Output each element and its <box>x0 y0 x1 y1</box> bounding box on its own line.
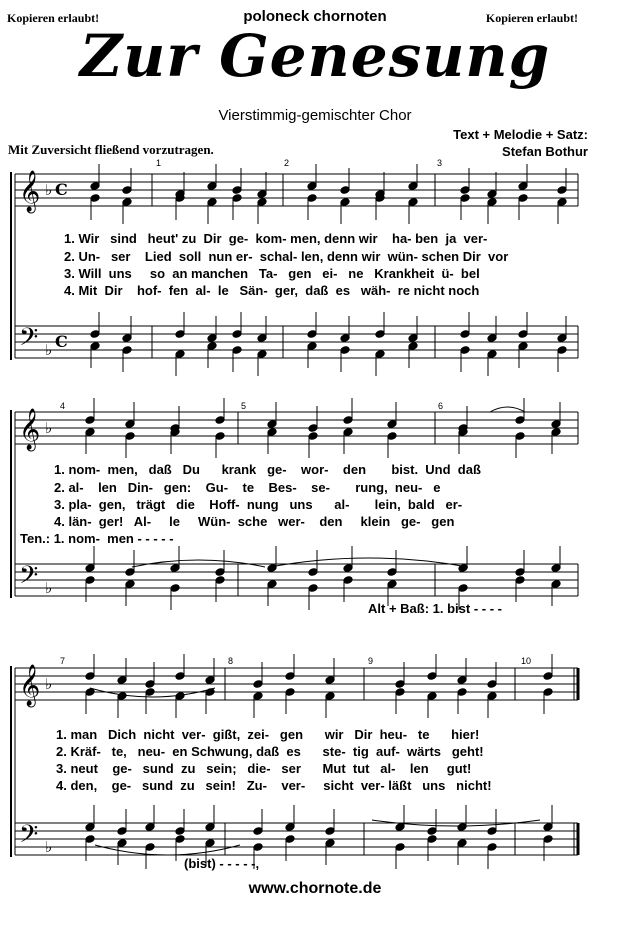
note-head <box>343 576 353 585</box>
note-head <box>395 688 405 697</box>
note-head <box>308 432 318 441</box>
note-head <box>457 688 467 697</box>
note-head <box>85 672 95 681</box>
note-head <box>85 823 95 832</box>
note-head <box>267 428 277 437</box>
footer-url[interactable]: www.chornote.de <box>248 880 382 897</box>
note-head <box>387 580 397 589</box>
note-head <box>340 346 350 355</box>
note-head <box>145 823 155 832</box>
lyric-line: 2. Kräf- te, neu- en Schwung, daß es ste- tig auf- wärts geht! <box>56 744 484 759</box>
note-head <box>487 827 497 836</box>
note-head <box>267 420 277 429</box>
flat-icon: ♭ <box>45 341 53 359</box>
note-head <box>487 190 497 199</box>
note-head <box>285 688 295 697</box>
note-head <box>267 580 277 589</box>
note-head <box>285 835 295 844</box>
note-head <box>205 823 215 832</box>
song-subtitle: Vierstimmig-gemischter Chor <box>218 107 412 124</box>
note-head <box>175 835 185 844</box>
note-head <box>457 839 467 848</box>
note-head <box>90 194 100 203</box>
note-head <box>307 194 317 203</box>
flat-icon: ♭ <box>45 838 53 856</box>
measure-number: 9 <box>368 656 374 666</box>
note-head <box>285 823 295 832</box>
measure-number: 10 <box>521 656 532 666</box>
measure-number: 2 <box>284 158 290 168</box>
note-head <box>85 576 95 585</box>
note-head <box>122 346 132 355</box>
measure-number: 4 <box>60 401 66 411</box>
note-head <box>487 843 497 852</box>
note-head <box>308 424 318 433</box>
lyric-line: 3. Will uns so an manchen Ta- gen ei- ne Krankheit ü- bel <box>64 266 480 281</box>
alto-bass-note: Alt + Baß: 1. bist - - - - <box>368 601 502 616</box>
note-head <box>387 568 397 577</box>
credit-line-2: Stefan Bothur <box>502 144 588 159</box>
note-head <box>458 584 468 593</box>
note-head <box>307 342 317 351</box>
note-head <box>487 350 497 359</box>
note-head <box>460 346 470 355</box>
note-head <box>427 827 437 836</box>
note-head <box>457 676 467 685</box>
note-head <box>205 676 215 685</box>
lyric-line: 2. Un- ser Lied soll nun er- schal- len, denn wir wün- schen Dir vor <box>64 249 509 264</box>
song-title: Zur Genesung <box>79 22 551 90</box>
note-head <box>375 330 385 339</box>
note-head <box>518 194 528 203</box>
brand-name: poloneck chornoten <box>243 8 387 25</box>
note-head <box>125 432 135 441</box>
note-head <box>427 835 437 844</box>
note-head <box>145 688 155 697</box>
note-head <box>557 198 567 207</box>
note-head <box>340 186 350 195</box>
note-head <box>207 342 217 351</box>
note-head <box>427 692 437 701</box>
bass-clef-icon: 𝄢 <box>19 323 39 358</box>
note-head <box>325 676 335 685</box>
note-head <box>122 186 132 195</box>
note-head <box>557 186 567 195</box>
note-head <box>395 680 405 689</box>
note-head <box>387 432 397 441</box>
note-head <box>257 334 267 343</box>
note-head <box>207 182 217 191</box>
copy-notice-left: Kopieren erlaubt! <box>7 11 100 25</box>
note-head <box>175 350 185 359</box>
slur <box>490 407 525 412</box>
note-head <box>307 330 317 339</box>
flat-icon: ♭ <box>45 181 53 199</box>
note-head <box>175 672 185 681</box>
note-head <box>343 564 353 573</box>
note-head <box>253 692 263 701</box>
flat-icon: ♭ <box>45 419 53 437</box>
note-head <box>460 186 470 195</box>
note-head <box>257 198 267 207</box>
note-head <box>515 576 525 585</box>
lyric-line: 1. nom- men, daß Du krank ge- wor- den bist. Und daß <box>54 462 481 477</box>
note-head <box>551 564 561 573</box>
treble-clef-icon: 𝄞 <box>19 171 41 212</box>
note-head <box>125 420 135 429</box>
time-signature-icon: C <box>55 332 68 351</box>
bass-clef-icon: 𝄢 <box>19 561 39 596</box>
note-head <box>232 194 242 203</box>
note-head <box>395 843 405 852</box>
note-head <box>460 330 470 339</box>
note-head <box>551 580 561 589</box>
note-head <box>125 580 135 589</box>
note-head <box>90 330 100 339</box>
note-head <box>117 676 127 685</box>
note-head <box>232 346 242 355</box>
note-head <box>307 182 317 191</box>
time-signature-icon: C <box>55 180 68 199</box>
note-head <box>253 843 263 852</box>
note-head <box>518 342 528 351</box>
note-head <box>232 330 242 339</box>
note-head <box>340 198 350 207</box>
note-head <box>90 342 100 351</box>
note-head <box>427 672 437 681</box>
note-head <box>175 827 185 836</box>
copy-notice-right: Kopieren erlaubt! <box>485 11 578 25</box>
note-head <box>207 334 217 343</box>
note-head <box>515 432 525 441</box>
note-head <box>487 198 497 207</box>
credit-line-1: Text + Melodie + Satz: <box>453 127 588 142</box>
note-head <box>408 182 418 191</box>
note-head <box>308 568 318 577</box>
note-head <box>170 584 180 593</box>
measure-number: 5 <box>241 401 247 411</box>
note-head <box>343 416 353 425</box>
note-head <box>325 827 335 836</box>
lyric-line: 2. al- len Din- gen: Gu- te Bes- se- rung, neu- e <box>54 480 441 495</box>
note-head <box>487 692 497 701</box>
lyric-line: 1. Wir sind heut' zu Dir ge- kom- men, denn wir ha- ben ja ver- <box>64 231 488 246</box>
note-head <box>125 568 135 577</box>
note-head <box>325 839 335 848</box>
note-head <box>253 827 263 836</box>
lyric-line: 4. Mit Dir hof- fen al- le Sän- ger, daß es wäh- re nicht noch <box>64 283 480 298</box>
note-head <box>85 416 95 425</box>
note-head <box>551 428 561 437</box>
note-head <box>543 823 553 832</box>
note-head <box>487 680 497 689</box>
note-head <box>215 416 225 425</box>
note-head <box>215 576 225 585</box>
bist-note: (bist) - - - - -, <box>184 856 260 871</box>
note-head <box>232 186 242 195</box>
note-head <box>215 432 225 441</box>
note-head <box>518 182 528 191</box>
note-head <box>117 692 127 701</box>
note-head <box>518 330 528 339</box>
note-head <box>375 350 385 359</box>
note-head <box>387 420 397 429</box>
note-head <box>408 334 418 343</box>
measure-number: 1 <box>156 158 162 168</box>
note-head <box>285 672 295 681</box>
flat-icon: ♭ <box>45 579 53 597</box>
note-head <box>543 672 553 681</box>
bass-clef-icon: 𝄢 <box>19 820 39 855</box>
note-head <box>85 835 95 844</box>
lyric-line: 3. pla- gen, trägt die Hoff- nung uns al- lein, bald er- <box>54 497 463 512</box>
treble-clef-icon: 𝄞 <box>19 409 41 450</box>
note-head <box>343 428 353 437</box>
note-head <box>207 198 217 207</box>
note-head <box>457 823 467 832</box>
note-head <box>515 568 525 577</box>
note-head <box>408 198 418 207</box>
treble-clef-icon: 𝄞 <box>19 665 41 706</box>
note-head <box>325 692 335 701</box>
note-head <box>85 564 95 573</box>
note-head <box>408 342 418 351</box>
measure-number: 7 <box>60 656 66 666</box>
note-head <box>257 190 267 199</box>
lyric-line: 4. län- ger! Al- le Wün- sche wer- den klein ge- gen <box>54 514 455 529</box>
note-head <box>557 334 567 343</box>
tempo-marking: Mit Zuversicht fließend vorzutragen. <box>8 142 214 157</box>
note-head <box>175 330 185 339</box>
note-head <box>487 334 497 343</box>
note-head <box>117 827 127 836</box>
note-head <box>170 564 180 573</box>
flat-icon: ♭ <box>45 675 53 693</box>
note-head <box>557 346 567 355</box>
measure-number: 8 <box>228 656 234 666</box>
tenor-note: Ten.: 1. nom- men - - - - - <box>20 531 174 546</box>
note-head <box>90 182 100 191</box>
note-head <box>215 568 225 577</box>
note-head <box>145 680 155 689</box>
lyric-line: 1. man Dich nicht ver- gißt, zei- gen wir Dir heu- te hier! <box>56 727 480 742</box>
note-head <box>340 334 350 343</box>
note-head <box>253 680 263 689</box>
note-head <box>460 194 470 203</box>
note-head <box>205 839 215 848</box>
measure-number: 3 <box>437 158 443 168</box>
note-head <box>122 334 132 343</box>
note-head <box>267 564 277 573</box>
note-head <box>551 420 561 429</box>
note-head <box>257 350 267 359</box>
note-head <box>515 416 525 425</box>
note-head <box>145 843 155 852</box>
lyric-line: 4. den, ge- sund zu sein! Zu- ver- sicht ver- läßt uns nicht! <box>56 778 492 793</box>
note-head <box>122 198 132 207</box>
note-head <box>117 839 127 848</box>
slur <box>270 558 468 567</box>
measure-number: 6 <box>438 401 444 411</box>
note-head <box>85 428 95 437</box>
note-head <box>543 688 553 697</box>
note-head <box>308 584 318 593</box>
note-head <box>543 835 553 844</box>
lyric-line: 3. neut ge- sund zu sein; die- ser Mut tut al- len gut! <box>56 761 472 776</box>
